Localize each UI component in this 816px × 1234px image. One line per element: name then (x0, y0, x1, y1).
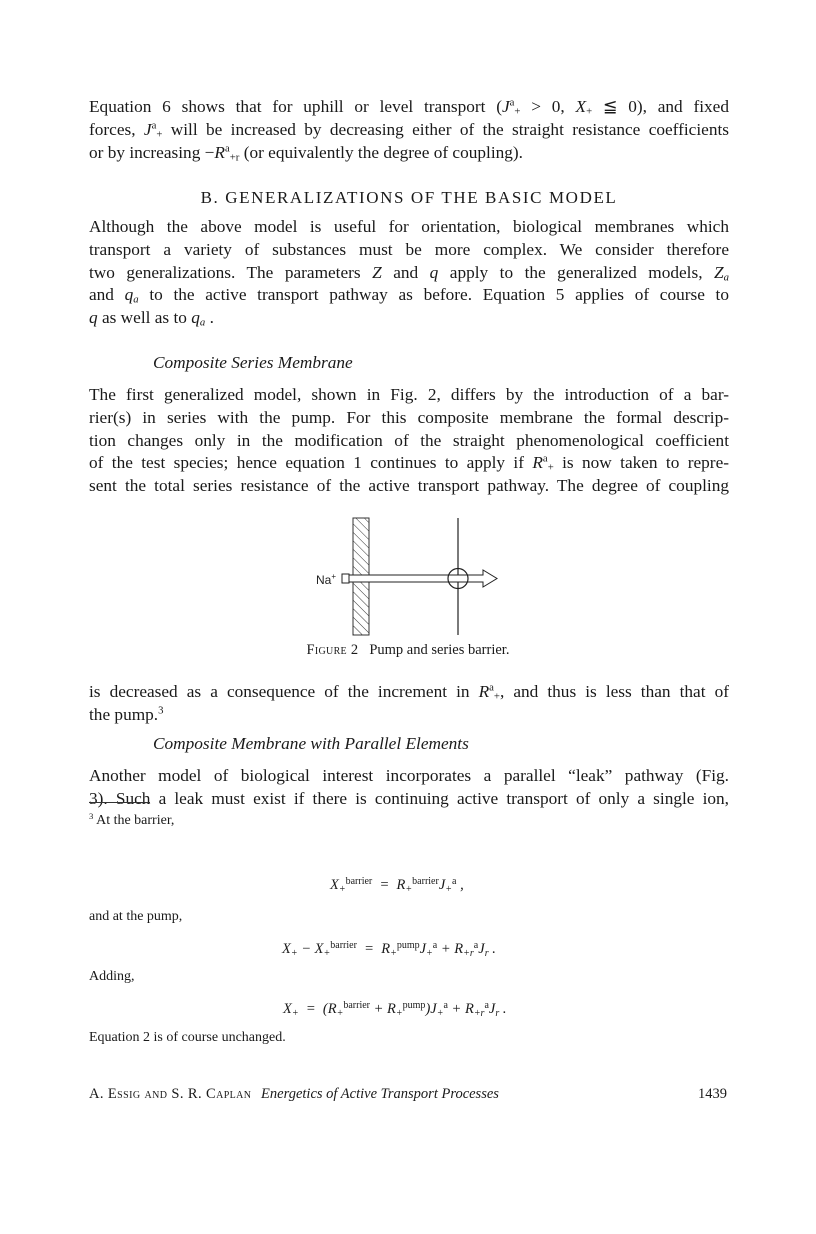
intro-line-3: or by increasing $-R^a_{+r}$ (or equivalently the degree of coupling). (89, 142, 523, 164)
generalizations-line-5: q as well as to $q_a$ . (89, 308, 214, 329)
figure-2-diagram (310, 515, 510, 640)
parallel-line-2: 3). Such a leak must exist if there is continuing active transport of only a single ion, (89, 788, 729, 808)
transport-arrow (349, 570, 497, 587)
section-heading: B. GENERALIZATIONS OF THE BASIC MODEL (200, 188, 618, 207)
series-line-5: sent the total series resistance of the active transport pathway. The degree of coupling (89, 476, 729, 496)
series-line-2: rier(s) in series with the pump. For this composite membrane the formal descrip- (89, 407, 729, 427)
series-line-4: of the test species; hence equation 1 continues to apply if $R^a_+$ is now taken to repre- (89, 452, 729, 475)
parallel-line-1: Another model of biological interest incorporates a parallel “leak” pathway (Fig. (89, 766, 729, 785)
equation-pump: $X_+ - X_+^{barrier} = R_+^{pump}J_+^a + R_{+r}^aJ_r$ . (282, 940, 496, 959)
generalizations-line-4: and $q_a$ to the active transport pathway as before. Equation 5 applies of course to (89, 285, 729, 307)
series-paragraph (89, 384, 729, 498)
intro-line-2: forces, $J^a_+$ will be increased by decreasing either of the straight resistance coefficients (89, 119, 729, 141)
figure-caption: Figure 2 Pump and series barrier. (306, 642, 510, 658)
footnote-intro: $^3$ At the barrier, (89, 810, 175, 828)
subhead-parallel-elements: Composite Membrane with Parallel Elements (153, 734, 469, 753)
running-footer (89, 1086, 727, 1103)
footnote-adding: Adding, (89, 969, 135, 984)
footnote-rule (89, 802, 150, 803)
intro-line-1: Equation 6 shows that for uphill or level transport ($J^a_+ > 0$, $X_+$ ≦ 0), and fixed (89, 96, 729, 118)
after-figure-line-2: the pump.$^3$ (89, 704, 164, 724)
after-figure-line-1: is decreased as a consequence of the increment in $R^a_+$, and thus is less than that of (89, 681, 729, 703)
intro-paragraph (89, 96, 729, 164)
generalizations-line-1: Although the above model is useful for orientation, biological membranes which (89, 217, 729, 236)
page-number: 1439 (698, 1086, 727, 1102)
generalizations-paragraph (89, 216, 729, 330)
subhead-composite-series: Composite Series Membrane (153, 353, 353, 372)
series-line-3: tion changes only in the modification of the straight phenomenological coefficient (89, 430, 729, 450)
footnote-pump-text: and at the pump, (89, 909, 183, 924)
footnote-closing: Equation 2 is of course unchanged. (89, 1030, 286, 1045)
after-figure-paragraph (89, 681, 729, 727)
generalizations-line-3: two generalizations. The parameters Z and q apply to the generalized models, $Z_a$ (89, 262, 729, 284)
equation-sum: $X_+ = (R_+^{barrier} + R_+^{pump})J_+^a + R_{+r}^aJ_r$ . (283, 1000, 507, 1019)
series-line-1: The first generalized model, shown in Fig. 2, differs by the introduction of a bar- (89, 385, 729, 404)
parallel-paragraph (89, 765, 729, 811)
footnote-ref-3[interactable]: 3 (158, 704, 164, 717)
generalizations-line-2: transport a variety of substances must be more complex. We consider therefore (89, 239, 729, 259)
footer-journal-title: Energetics of Active Transport Processes (261, 1086, 499, 1102)
ion-source-box (342, 574, 349, 583)
ion-label: Na+ (316, 572, 337, 587)
equation-barrier: $X_+^{barrier} = R_+^{barrier}J_+^a$ , (330, 876, 464, 895)
footer-authors: A. Essig and S. R. Caplan (89, 1086, 252, 1102)
